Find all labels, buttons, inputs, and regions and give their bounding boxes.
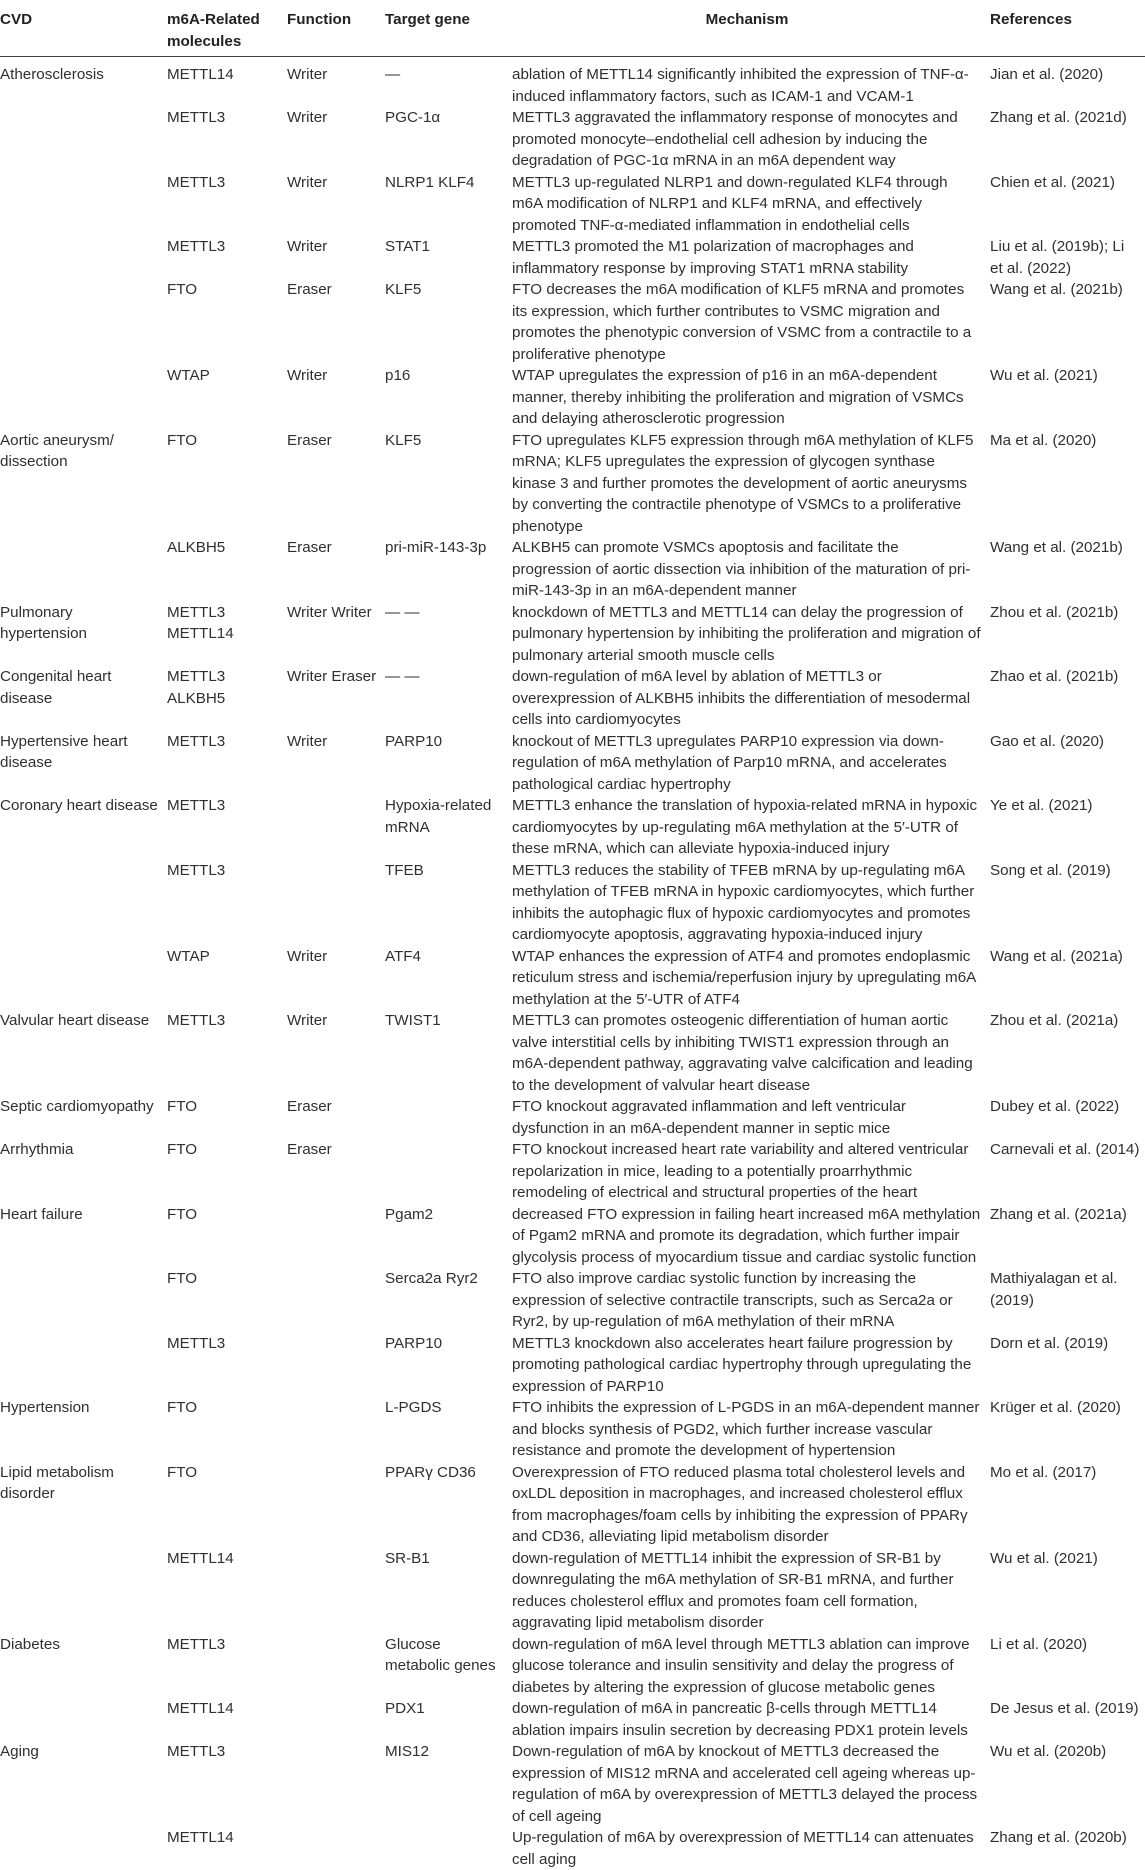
function-cell: Eraser bbox=[283, 1096, 381, 1139]
target-gene-cell: — — bbox=[381, 602, 508, 667]
table-row bbox=[0, 1333, 1145, 1398]
cvd-cell bbox=[0, 107, 163, 172]
target-gene-cell: PPARγ CD36 bbox=[381, 1462, 508, 1548]
table-row bbox=[0, 236, 1145, 279]
mechanism-cell: ablation of METTL14 significantly inhibited the expression of TNF-α-induced inflammatory factors, such as ICAM-1 and VCAM-1 bbox=[508, 57, 986, 108]
function-cell bbox=[283, 1462, 381, 1548]
mechanism-cell: FTO inhibits the expression of L-PGDS in an m6A-dependent manner and blocks synthesis of PGD2, which further increase vascular resistance and promote the development of hypertension bbox=[508, 1397, 986, 1462]
target-gene-cell: Glucose metabolic genes bbox=[381, 1634, 508, 1699]
molecule-cell: METTL3 bbox=[163, 1634, 283, 1699]
target-gene-cell: Serca2a Ryr2 bbox=[381, 1268, 508, 1333]
table-row bbox=[0, 107, 1145, 172]
cvd-cell bbox=[0, 1333, 163, 1398]
cvd-cell bbox=[0, 860, 163, 946]
mechanism-cell: down-regulation of m6A in pancreatic β-cells through METTL14 ablation impairs insulin secretion by decreasing PDX1 protein levels bbox=[508, 1698, 986, 1741]
target-gene-cell: KLF5 bbox=[381, 430, 508, 538]
function-cell bbox=[283, 1268, 381, 1333]
table-row bbox=[0, 1462, 1145, 1548]
molecule-cell: METTL3 bbox=[163, 1333, 283, 1398]
table-row bbox=[0, 1548, 1145, 1634]
table-row bbox=[0, 1827, 1145, 1870]
target-gene-cell: SR-B1 bbox=[381, 1548, 508, 1634]
mechanism-cell: FTO decreases the m6A modification of KLF5 mRNA and promotes its expression, which further contributes to VSMC migration and promotes the phenotypic conversion of VSMC from a contractile to a proliferative phenotype bbox=[508, 279, 986, 365]
target-gene-cell: ATF4 bbox=[381, 946, 508, 1011]
mechanism-cell: knockdown of METTL3 and METTL14 can delay the progression of pulmonary hypertension by inhibiting the proliferation and migration of pulmonary arterial smooth muscle cells bbox=[508, 602, 986, 667]
target-gene-cell: NLRP1 KLF4 bbox=[381, 172, 508, 237]
cvd-cell: Aging bbox=[0, 1741, 163, 1827]
function-cell bbox=[283, 1827, 381, 1870]
header-row bbox=[0, 0, 1145, 57]
cvd-cell bbox=[0, 1268, 163, 1333]
header-molecules: m6A-Related molecules bbox=[163, 0, 283, 57]
function-cell bbox=[283, 1333, 381, 1398]
function-cell: Writer bbox=[283, 365, 381, 430]
function-cell bbox=[283, 1634, 381, 1699]
cvd-cell bbox=[0, 1827, 163, 1870]
cvd-cell: Coronary heart disease bbox=[0, 795, 163, 860]
reference-cell: Dorn et al. (2019) bbox=[986, 1333, 1145, 1398]
table-row bbox=[0, 279, 1145, 365]
molecule-cell: FTO bbox=[163, 1096, 283, 1139]
reference-cell: Li et al. (2020) bbox=[986, 1634, 1145, 1699]
molecule-cell: METTL14 bbox=[163, 1698, 283, 1741]
table-row bbox=[0, 1010, 1145, 1096]
target-gene-cell: PGC-1α bbox=[381, 107, 508, 172]
function-cell bbox=[283, 1397, 381, 1462]
molecule-cell: METTL14 bbox=[163, 57, 283, 108]
mechanism-cell: FTO knockout aggravated inflammation and left ventricular dysfunction in an m6A-dependent manner in septic mice bbox=[508, 1096, 986, 1139]
reference-cell: Ma et al. (2020) bbox=[986, 430, 1145, 538]
mechanism-cell: down-regulation of METTL14 inhibit the expression of SR-B1 by downregulating the m6A methylation of SR-B1 mRNA, and further reduces cholesterol efflux and promotes foam cell formation, aggravating lipid metabolism disorder bbox=[508, 1548, 986, 1634]
target-gene-cell: PDX1 bbox=[381, 1698, 508, 1741]
molecule-cell: FTO bbox=[163, 1397, 283, 1462]
mechanism-cell: METTL3 up-regulated NLRP1 and down-regulated KLF4 through m6A modification of NLRP1 and KLF4 mRNA, and effectively promoted TNF-α-mediated inflammation in endothelial cells bbox=[508, 172, 986, 237]
function-cell: Eraser bbox=[283, 430, 381, 538]
reference-cell: Zhou et al. (2021b) bbox=[986, 602, 1145, 667]
target-gene-cell: PARP10 bbox=[381, 731, 508, 796]
table-row bbox=[0, 731, 1145, 796]
target-gene-cell: MIS12 bbox=[381, 1741, 508, 1827]
mechanism-cell: METTL3 enhance the translation of hypoxia-related mRNA in hypoxic cardiomyocytes by up-regulating m6A methylation at the 5′-UTR of these mRNA, which can alleviate hypoxia-induced injury bbox=[508, 795, 986, 860]
table-row bbox=[0, 666, 1145, 731]
table-row bbox=[0, 1268, 1145, 1333]
mechanism-cell: WTAP upregulates the expression of p16 in an m6A-dependent manner, thereby inhibiting the proliferation and migration of VSMCs and delaying atherosclerotic progression bbox=[508, 365, 986, 430]
cvd-cell: Arrhythmia bbox=[0, 1139, 163, 1204]
molecule-cell: METTL3 METTL14 bbox=[163, 602, 283, 667]
cvd-cell: Septic cardiomyopathy bbox=[0, 1096, 163, 1139]
cvd-cell bbox=[0, 236, 163, 279]
table-row bbox=[0, 1698, 1145, 1741]
molecule-cell: WTAP bbox=[163, 365, 283, 430]
reference-cell: Wang et al. (2021b) bbox=[986, 537, 1145, 602]
molecule-cell: METTL3 bbox=[163, 172, 283, 237]
molecule-cell: FTO bbox=[163, 1268, 283, 1333]
cvd-cell bbox=[0, 1548, 163, 1634]
target-gene-cell: — bbox=[381, 57, 508, 108]
target-gene-cell: TWIST1 bbox=[381, 1010, 508, 1096]
function-cell: Writer bbox=[283, 731, 381, 796]
molecule-cell: FTO bbox=[163, 279, 283, 365]
target-gene-cell: p16 bbox=[381, 365, 508, 430]
cvd-cell: Lipid metabolism disorder bbox=[0, 1462, 163, 1548]
table-body bbox=[0, 57, 1145, 1870]
cvd-cell: Valvular heart disease bbox=[0, 1010, 163, 1096]
function-cell: Eraser bbox=[283, 1139, 381, 1204]
mechanism-cell: WTAP enhances the expression of ATF4 and promotes endoplasmic reticulum stress and ischemia/reperfusion injury by upregulating m6A methylation at the 5′-UTR of ATF4 bbox=[508, 946, 986, 1011]
reference-cell: Wu et al. (2020b) bbox=[986, 1741, 1145, 1827]
mechanism-cell: Up-regulation of m6A by overexpression of METTL14 can attenuates cell aging bbox=[508, 1827, 986, 1870]
function-cell bbox=[283, 1698, 381, 1741]
function-cell bbox=[283, 1548, 381, 1634]
reference-cell: Ye et al. (2021) bbox=[986, 795, 1145, 860]
target-gene-cell: L-PGDS bbox=[381, 1397, 508, 1462]
molecule-cell: METTL3 bbox=[163, 1741, 283, 1827]
mechanism-cell: ALKBH5 can promote VSMCs apoptosis and facilitate the progression of aortic dissection via inhibition of the maturation of pri-miR-143-3p in an m6A-dependent manner bbox=[508, 537, 986, 602]
table-row bbox=[0, 1397, 1145, 1462]
function-cell: Eraser bbox=[283, 537, 381, 602]
reference-cell: Carnevali et al. (2014) bbox=[986, 1139, 1145, 1204]
table-row bbox=[0, 57, 1145, 108]
function-cell: Writer bbox=[283, 172, 381, 237]
function-cell: Eraser bbox=[283, 279, 381, 365]
mechanism-cell: METTL3 aggravated the inflammatory response of monocytes and promoted monocyte–endothelial cell adhesion by inducing the degradation of PGC-1α mRNA in an m6A dependent way bbox=[508, 107, 986, 172]
mechanism-cell: METTL3 knockdown also accelerates heart failure progression by promoting pathological cardiac hypertrophy through upregulating the expression of PARP10 bbox=[508, 1333, 986, 1398]
header-mechanism: Mechanism bbox=[508, 0, 986, 57]
function-cell: Writer bbox=[283, 946, 381, 1011]
function-cell: Writer Writer bbox=[283, 602, 381, 667]
mechanism-cell: down-regulation of m6A level by ablation of METTL3 or overexpression of ALKBH5 inhibits the differentiation of mesodermal cells into cardiomyocytes bbox=[508, 666, 986, 731]
cvd-cell: Diabetes bbox=[0, 1634, 163, 1699]
table-row bbox=[0, 1139, 1145, 1204]
molecule-cell: METTL14 bbox=[163, 1827, 283, 1870]
reference-cell: Zhou et al. (2021a) bbox=[986, 1010, 1145, 1096]
mechanism-cell: decreased FTO expression in failing heart increased m6A methylation of Pgam2 mRNA and promote its degradation, which further impair glycolysis process of myocardium tissue and cardiac systolic function bbox=[508, 1204, 986, 1269]
table-row bbox=[0, 795, 1145, 860]
table-row bbox=[0, 1204, 1145, 1269]
table-row bbox=[0, 365, 1145, 430]
header-function: Function bbox=[283, 0, 381, 57]
cvd-cell: Pulmonary hypertension bbox=[0, 602, 163, 667]
header-cvd: CVD bbox=[0, 0, 163, 57]
mechanism-cell: down-regulation of m6A level through METTL3 ablation can improve glucose tolerance and insulin sensitivity and delay the progress of diabetes by altering the expression of glucose metabolic genes bbox=[508, 1634, 986, 1699]
reference-cell: Mo et al. (2017) bbox=[986, 1462, 1145, 1548]
mechanism-cell: METTL3 reduces the stability of TFEB mRNA by up-regulating m6A methylation of TFEB mRNA in hypoxic cardiomyocytes, which further inhibits the autophagic flux of hypoxic cardiomyocytes and promotes cardiomyocyte apoptosis, aggravating hypoxia-induced injury bbox=[508, 860, 986, 946]
reference-cell: Wang et al. (2021b) bbox=[986, 279, 1145, 365]
molecule-cell: METTL3 bbox=[163, 731, 283, 796]
reference-cell: Wu et al. (2021) bbox=[986, 1548, 1145, 1634]
cvd-cell bbox=[0, 172, 163, 237]
mechanism-cell: Overexpression of FTO reduced plasma total cholesterol levels and oxLDL deposition in macrophages, and increased cholesterol efflux from macrophages/foam cells by inhibiting the expression of PPARγ and CD36, alleviating lipid metabolism disorder bbox=[508, 1462, 986, 1548]
reference-cell: Wang et al. (2021a) bbox=[986, 946, 1145, 1011]
cvd-cell: Heart failure bbox=[0, 1204, 163, 1269]
molecule-cell: METTL3 bbox=[163, 795, 283, 860]
cvd-cell bbox=[0, 365, 163, 430]
cvd-cell bbox=[0, 279, 163, 365]
function-cell bbox=[283, 795, 381, 860]
mechanism-cell: FTO upregulates KLF5 expression through m6A methylation of KLF5 mRNA; KLF5 upregulates the expression of glycogen synthase kinase 3 and further promotes the development of aortic aneurysms by converting the contractile phenotype of VSMCs to a proliferative phenotype bbox=[508, 430, 986, 538]
table-row bbox=[0, 946, 1145, 1011]
target-gene-cell: STAT1 bbox=[381, 236, 508, 279]
molecule-cell: METTL3 ALKBH5 bbox=[163, 666, 283, 731]
function-cell bbox=[283, 1204, 381, 1269]
function-cell bbox=[283, 860, 381, 946]
molecule-cell: FTO bbox=[163, 1139, 283, 1204]
target-gene-cell bbox=[381, 1139, 508, 1204]
mechanism-cell: METTL3 promoted the M1 polarization of macrophages and inflammatory response by improving STAT1 mRNA stability bbox=[508, 236, 986, 279]
reference-cell: Zhao et al. (2021b) bbox=[986, 666, 1145, 731]
target-gene-cell: KLF5 bbox=[381, 279, 508, 365]
function-cell: Writer bbox=[283, 57, 381, 108]
cvd-cell: Hypertensive heart disease bbox=[0, 731, 163, 796]
molecule-cell: METTL3 bbox=[163, 107, 283, 172]
target-gene-cell bbox=[381, 1827, 508, 1870]
reference-cell: Jian et al. (2020) bbox=[986, 57, 1145, 108]
table-header bbox=[0, 0, 1145, 57]
cvd-cell: Atherosclerosis bbox=[0, 57, 163, 108]
molecule-cell: METTL3 bbox=[163, 1010, 283, 1096]
reference-cell: Song et al. (2019) bbox=[986, 860, 1145, 946]
reference-cell: De Jesus et al. (2019) bbox=[986, 1698, 1145, 1741]
reference-cell: Gao et al. (2020) bbox=[986, 731, 1145, 796]
mechanism-cell: METTL3 can promotes osteogenic differentiation of human aortic valve interstitial cells by inhibiting TWIST1 expression through an m6A-dependent pathway, aggravating valve calcification and leading to the development of valvular heart disease bbox=[508, 1010, 986, 1096]
cvd-cell bbox=[0, 946, 163, 1011]
molecule-cell: WTAP bbox=[163, 946, 283, 1011]
molecule-cell: METTL3 bbox=[163, 860, 283, 946]
table-row bbox=[0, 537, 1145, 602]
molecule-cell: FTO bbox=[163, 1204, 283, 1269]
mechanism-cell: FTO also improve cardiac systolic function by increasing the expression of selective contractile transcripts, such as Serca2a or Ryr2, by up-regulation of m6A methylation of their mRNA bbox=[508, 1268, 986, 1333]
target-gene-cell: PARP10 bbox=[381, 1333, 508, 1398]
table-row bbox=[0, 1634, 1145, 1699]
mechanism-cell: FTO knockout increased heart rate variability and altered ventricular repolarization in mice, leading to a potentially proarrhythmic remodeling of electrical and structural properties of the heart bbox=[508, 1139, 986, 1204]
target-gene-cell: TFEB bbox=[381, 860, 508, 946]
reference-cell: Liu et al. (2019b); Li et al. (2022) bbox=[986, 236, 1145, 279]
cvd-cell: Hypertension bbox=[0, 1397, 163, 1462]
cvd-cell: Aortic aneurysm/ dissection bbox=[0, 430, 163, 538]
table-row bbox=[0, 1096, 1145, 1139]
target-gene-cell: Pgam2 bbox=[381, 1204, 508, 1269]
target-gene-cell: pri-miR-143-3p bbox=[381, 537, 508, 602]
reference-cell: Krüger et al. (2020) bbox=[986, 1397, 1145, 1462]
reference-cell: Mathiyalagan et al. (2019) bbox=[986, 1268, 1145, 1333]
molecule-cell: METTL3 bbox=[163, 236, 283, 279]
function-cell: Writer bbox=[283, 236, 381, 279]
molecule-cell: FTO bbox=[163, 430, 283, 538]
reference-cell: Zhang et al. (2021d) bbox=[986, 107, 1145, 172]
function-cell: Writer bbox=[283, 1010, 381, 1096]
cvd-cell: Congenital heart disease bbox=[0, 666, 163, 731]
reference-cell: Wu et al. (2021) bbox=[986, 365, 1145, 430]
target-gene-cell: — — bbox=[381, 666, 508, 731]
reference-cell: Zhang et al. (2021a) bbox=[986, 1204, 1145, 1269]
header-target-gene: Target gene bbox=[381, 0, 508, 57]
reference-cell: Dubey et al. (2022) bbox=[986, 1096, 1145, 1139]
function-cell: Writer Eraser bbox=[283, 666, 381, 731]
target-gene-cell bbox=[381, 1096, 508, 1139]
table-row bbox=[0, 860, 1145, 946]
table-row bbox=[0, 1741, 1145, 1827]
target-gene-cell: Hypoxia-related mRNA bbox=[381, 795, 508, 860]
molecule-cell: ALKBH5 bbox=[163, 537, 283, 602]
reference-cell: Zhang et al. (2020b) bbox=[986, 1827, 1145, 1870]
header-references: References bbox=[986, 0, 1145, 57]
table-row bbox=[0, 430, 1145, 538]
table-row bbox=[0, 602, 1145, 667]
cvd-cell bbox=[0, 1698, 163, 1741]
mechanism-cell: Down-regulation of m6A by knockout of METTL3 decreased the expression of MIS12 mRNA and accelerated cell ageing whereas up-regulation of m6A by overexpression of METTL3 delayed the process of cell ageing bbox=[508, 1741, 986, 1827]
cvd-cell bbox=[0, 537, 163, 602]
molecule-cell: FTO bbox=[163, 1462, 283, 1548]
function-cell bbox=[283, 1741, 381, 1827]
molecule-cell: METTL14 bbox=[163, 1548, 283, 1634]
function-cell: Writer bbox=[283, 107, 381, 172]
table-row bbox=[0, 172, 1145, 237]
reference-cell: Chien et al. (2021) bbox=[986, 172, 1145, 237]
mechanism-cell: knockout of METTL3 upregulates PARP10 expression via down-regulation of m6A methylation of Parp10 mRNA, and accelerates pathological cardiac hypertrophy bbox=[508, 731, 986, 796]
